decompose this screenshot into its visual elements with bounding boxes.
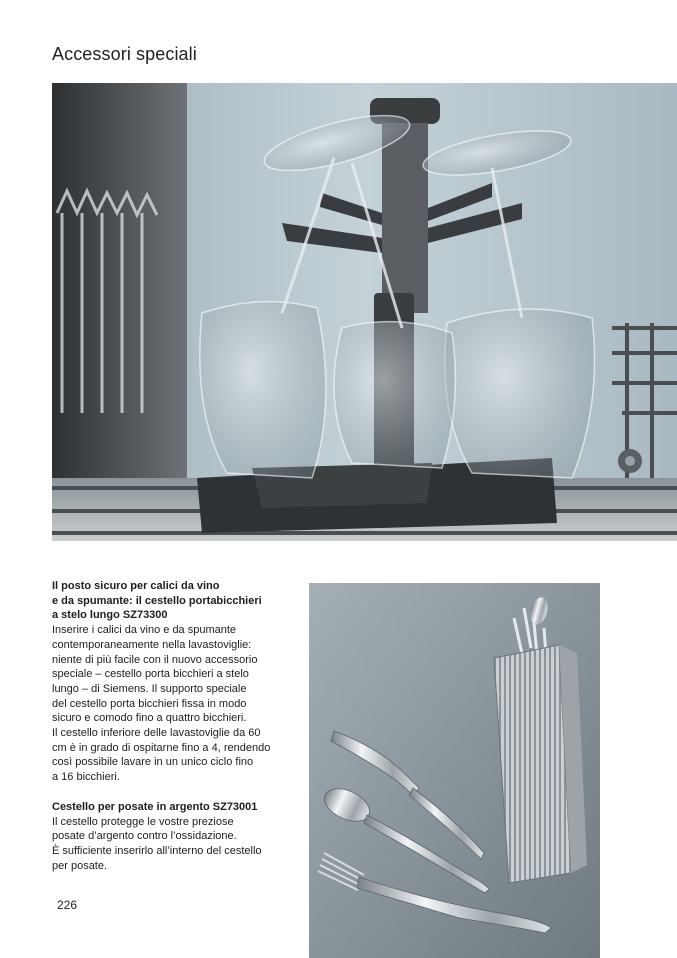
- text-column: [52, 579, 292, 873]
- cutlery-basket-illustration: [309, 583, 600, 958]
- page-number: 226: [57, 898, 78, 912]
- glass-holder-illustration: [52, 83, 677, 541]
- page-title: Accessori speciali: [52, 44, 197, 64]
- body-line: cm è in grado di ospitarne fino a 4, rendendo: [52, 741, 271, 754]
- body-line: lungo – di Siemens. Il supporto speciale: [52, 682, 247, 695]
- body-line: posate d’argento contro l’ossidazione.: [52, 830, 237, 843]
- body-line: del cestello porta bicchieri fissa in modo: [52, 697, 247, 710]
- body-line: Il cestello protegge le vostre preziose: [52, 815, 234, 828]
- body-line: a 16 bicchieri.: [52, 771, 120, 784]
- product-sz73300-heading-line: Il posto sicuro per calici da vino: [52, 580, 220, 592]
- product-sz73001-description: [52, 800, 292, 874]
- product-sz73001-heading: Cestello per posate in argento SZ73001: [52, 800, 258, 813]
- product-sz73300-description: [52, 579, 292, 785]
- body-line: per posate.: [52, 859, 108, 872]
- product-sz73300-heading-line: a stelo lungo SZ73300: [52, 609, 168, 622]
- body-line: niente di più facile con il nuovo accessorio: [52, 653, 258, 666]
- product-sz73300-heading-line: e da spumante: il cestello portabicchieri: [52, 594, 262, 607]
- body-line: sicuro e comodo fino a quattro bicchieri.: [52, 712, 247, 725]
- body-line: così possibile lavare in un unico ciclo fino: [52, 756, 254, 769]
- body-line: speciale – cestello porta bicchieri a stelo: [52, 668, 249, 681]
- body-line: Il cestello inferiore delle lavastoviglie da 60: [52, 727, 261, 740]
- body-line: Inserire i calici da vino e da spumante: [52, 624, 237, 637]
- body-line: contemporaneamente nella lavastoviglie:: [52, 638, 252, 651]
- body-line: È sufficiente inserirlo all’interno del cestello: [52, 844, 262, 857]
- cutlery-basket-photo: [309, 583, 600, 958]
- hero-photo-glass-holder: [52, 83, 677, 541]
